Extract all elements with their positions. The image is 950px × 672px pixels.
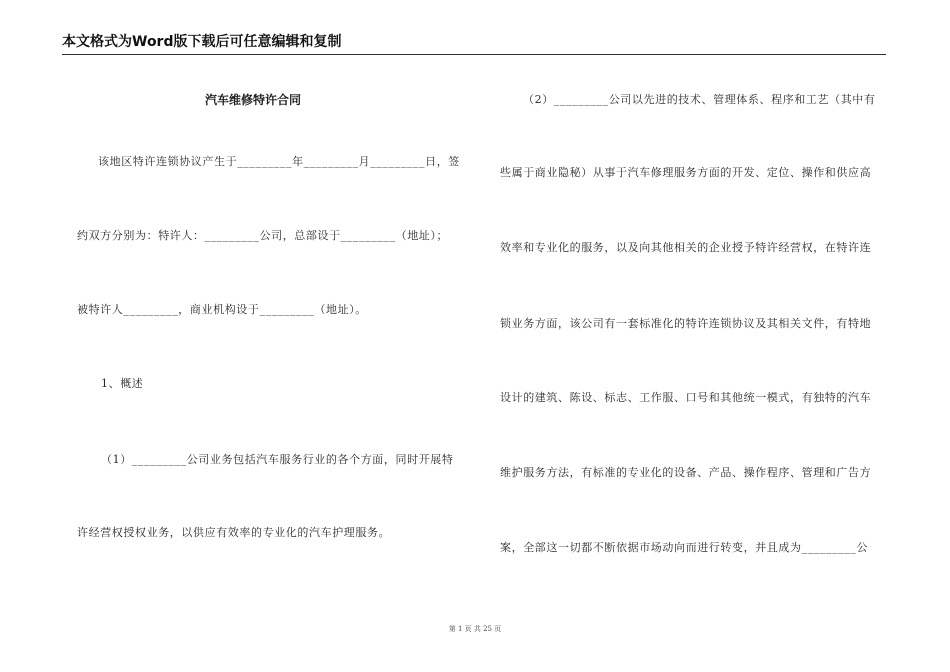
right-line-7: 案，全部这一切都不断依据市场动向而进行转变，并且成为_________公 [500,541,869,554]
right-line-2: 些属于商业隐秘）从事于汽车修理服务方面的开发、定位、操作和供应高 [500,166,872,179]
left-line-4: 1、概述 [101,377,144,390]
page-header [62,34,886,55]
left-line-3: 被特许人_________，商业机构设于_________（地址）。 [77,303,367,316]
page-footer: 第 1 页 共 25 页 [448,625,502,633]
right-line-3: 效率和专业化的服务，以及向其他相关的企业授予特许经营权，在特许连 [500,241,872,254]
left-line-5: （1）_________公司业务包括汽车服务行业的各个方面，同时开展特 [101,453,454,466]
left-line-6: 许经营权授权业务，以供应有效率的专业化的汽车护理服务。 [77,526,391,539]
right-line-5: 设计的建筑、陈设、标志、工作服、口号和其他统一模式，有独特的汽车 [500,391,872,404]
right-line-4: 锁业务方面，该公司有一套标准化的特许连锁协议及其相关文件，有特地 [500,317,872,330]
header-text: 本文格式为Word版下载后可任意编辑和复制 [62,34,342,50]
left-line-2: 约双方分别为：特许人：_________公司，总部设于_________（地址）； [77,229,449,242]
right-line-6: 维护服务方法，有标准的专业化的设备、产品、操作程序、管理和广告方 [500,466,872,479]
left-line-1: 该地区特许连锁协议产生于_________年_________月_________日，签 [98,155,460,168]
document-title: 汽车维修特许合同 [205,93,302,107]
right-line-1: （2）_________公司以先进的技术、管理体系、程序和工艺（其中有 [523,93,876,106]
